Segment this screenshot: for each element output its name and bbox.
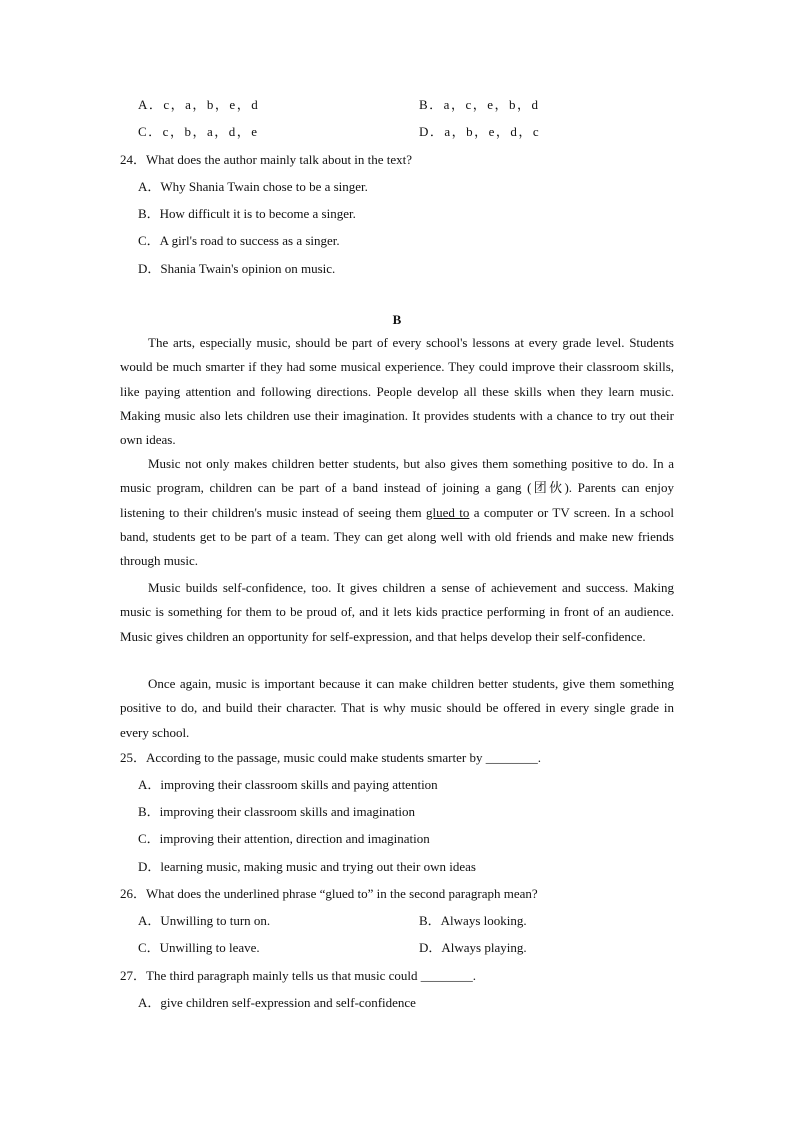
q23-option-b: B．a，c，e，b，d [419,97,540,112]
q23-option-c: C．c，b，a，d，e [138,124,259,139]
underlined-phrase: glued to [426,504,470,520]
section-heading: B [392,312,402,327]
q25-option-d: D．learning music, making music and trying out their own ideas [138,859,476,874]
q26-option-a: A．Unwilling to turn on. [138,913,271,928]
q26-option-c: C．Unwilling to leave. [138,940,260,955]
q23-option-a: A．c，a，b，e，d [138,97,260,112]
q24-option-c: C．A girl's road to success as a singer. [138,233,340,248]
passage-p2-after: a computer or TV screen. In a school band, students get to be part of a team. They can get along well with old friends and make new friends through music. [120,504,674,569]
q26-option-d: D．Always playing. [419,940,527,955]
q25-option-b: B．improving their classroom skills and imagination [138,804,415,819]
q26-option-b: B．Always looking. [419,913,527,928]
q25-option-a: A．improving their classroom skills and paying attention [138,777,438,792]
passage-paragraph-4: Once again, music is important because it can make children better students, give them something positive to do, and build their character. That is why music should be offered in every single grade in every school. [120,676,674,740]
passage-paragraph-2 [120,452,674,573]
q24-option-b: B．How difficult it is to become a singer. [138,206,356,221]
q25-stem: 25．According to the passage, music could make students smarter by ________. [120,750,541,765]
q24-stem: 24．What does the author mainly talk about in the text? [120,152,413,167]
q24-option-d: D．Shania Twain's opinion on music. [138,261,336,276]
q26-stem: 26．What does the underlined phrase “glued to” in the second paragraph mean? [120,886,538,901]
q27-stem: 27．The third paragraph mainly tells us that music could ________. [120,968,476,983]
q25-option-c: C．improving their attention, direction and imagination [138,831,430,846]
passage-paragraph-3: Music builds self-confidence, too. It gives children a sense of achievement and success. Making music is something for them to be proud of, and it lets kids practice performing in front of an audience. Music gives children an opportunity for self-expression, and that helps develop their self-confidence. [120,580,674,644]
passage-p2-before: Music not only makes children better students, but also gives them something positive to do. In a music program, children can be part of a band instead of joining a gang (团伙). Parents can enjoy listening to their children's music instead of seeing them [120,456,674,520]
q23-option-d: D．a，b，e，d，c [419,124,541,139]
q24-option-a: A．Why Shania Twain chose to be a singer. [138,179,368,194]
q27-option-a: A．give children self-expression and self-confidence [138,995,416,1010]
passage-paragraph-1: The arts, especially music, should be part of every school's lessons at every grade level. Students would be much smarter if they had some musical experience. They could improve their classroom skills, like paying attention and following directions. People develop all these skills when they learn music. Making music also lets children use their imagination. It provides students with a chance to try out their own ideas. [120,335,674,448]
